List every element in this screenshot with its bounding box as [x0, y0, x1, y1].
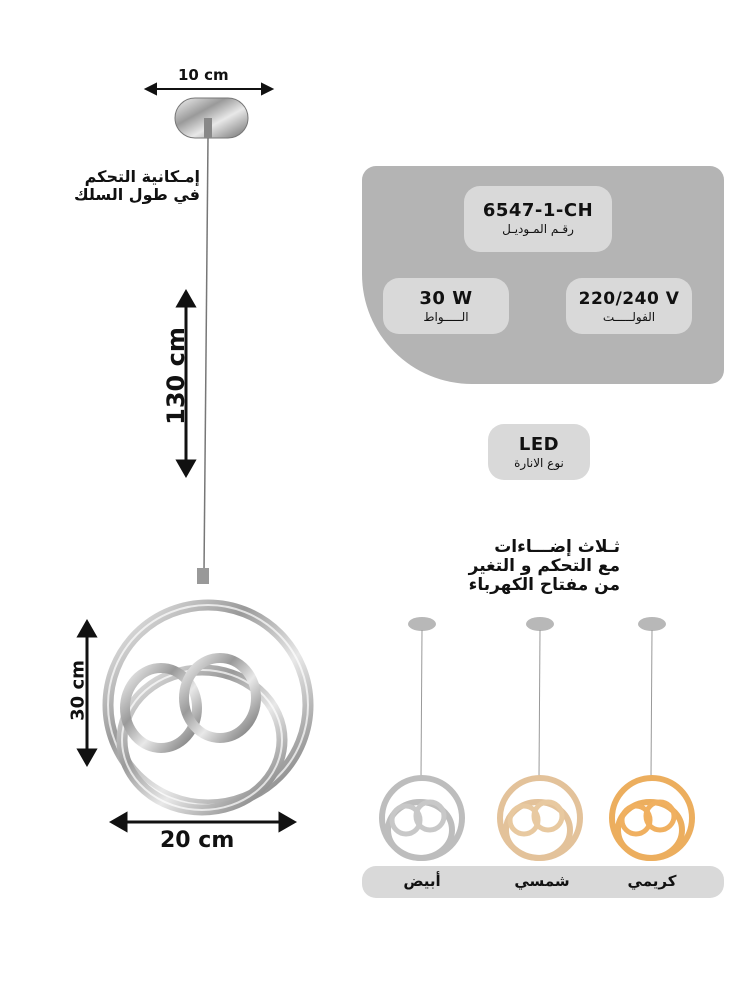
watt-label: الـــــواط [423, 310, 469, 324]
volt-value: 220/240 V [578, 289, 680, 309]
lamp-canopy [175, 98, 248, 138]
color-option-sunny[interactable]: شمسي [514, 872, 570, 890]
cable-note-line2: في طول السلك [74, 185, 200, 204]
variant-sunny [500, 617, 580, 858]
model-label: رقـم المـوديـل [502, 222, 574, 236]
watt-value: 30 W [419, 288, 473, 309]
cable-note [60, 168, 200, 204]
height-label: 30 cm [67, 660, 89, 721]
volt-label: الفولـــــت [602, 310, 656, 324]
canopy-width-label: 10 cm [178, 66, 229, 84]
color-option-white[interactable]: أبيض [403, 872, 441, 890]
color-option-cream[interactable]: كريمي [627, 872, 677, 890]
led-value: LED [518, 434, 560, 455]
model-pill [464, 186, 612, 252]
color-options-bar [362, 866, 724, 898]
led-label: نوع الانارة [514, 456, 564, 470]
cable-length-label: 130 cm [162, 327, 190, 425]
variant-cream [612, 617, 692, 858]
variant-white [382, 617, 462, 858]
led-pill [488, 424, 590, 480]
lighting-note-line3: من مفتاح الكهرباء [468, 575, 620, 595]
lamp-fixture [108, 568, 308, 810]
lighting-note-line1: ثـلاث إضـــاءات [494, 537, 620, 557]
color-variants [362, 600, 724, 865]
watt-pill [383, 278, 509, 334]
lighting-note [430, 538, 620, 595]
lamp-cable [204, 138, 208, 572]
lighting-note-line2: مع التحكم و التغير [468, 556, 620, 576]
canopy-width-arrow [146, 84, 272, 94]
cable-note-line1: إمـكانية التحكم [84, 167, 200, 186]
model-value: 6547-1-CH [482, 200, 594, 221]
volt-pill [566, 278, 692, 334]
width-label: 20 cm [160, 828, 235, 853]
